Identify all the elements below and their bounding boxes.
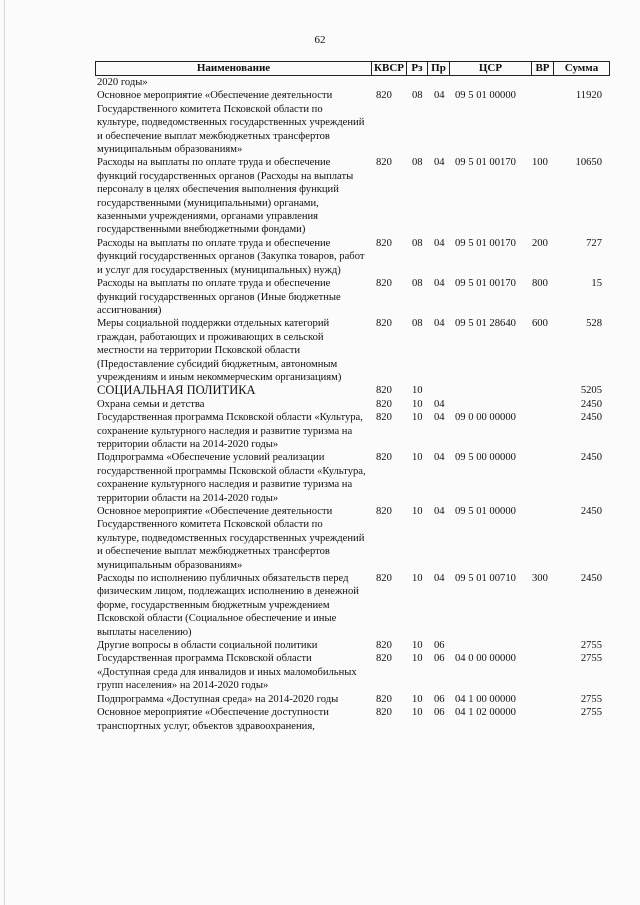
row-kvsr: 820 [376,693,392,705]
row-csr: 04 1 00 00000 [455,693,516,705]
row-kvsr: 820 [376,157,392,169]
header-csr: ЦСР [450,62,532,75]
header-kvsr: КВСР [372,62,407,75]
row-kvsr: 820 [376,237,392,249]
row-name: Расходы на выплаты по оплате труда и обеспечение функций государственных органов (Иные бюджетные ассигнования) [97,278,341,316]
row-vr: 200 [532,237,548,249]
table-header [95,61,610,76]
row-rz: 10 [412,573,423,585]
row-kvsr: 820 [376,398,392,410]
row-csr: 09 5 01 00170 [455,278,516,290]
table-row [95,237,610,277]
row-pr: 04 [434,506,445,517]
row-sum: 2450 [580,412,602,424]
row-kvsr: 820 [376,506,392,517]
row-csr: 09 5 01 00000 [455,90,516,102]
row-pr: 04 [434,90,445,102]
row-pr: 04 [434,573,445,585]
table-row [95,505,610,572]
row-rz: 10 [412,452,423,464]
row-rz: 10 [412,707,423,719]
row-csr: 04 0 00 00000 [455,653,516,665]
row-rz: 08 [412,90,423,102]
header-rz: Рз [407,62,428,75]
row-pr: 04 [434,318,445,330]
row-sum: 15 [591,278,602,290]
row-pr: 04 [434,452,445,464]
table-row [95,411,610,451]
row-pr: 06 [434,653,445,665]
row-kvsr: 820 [376,90,392,102]
row-kvsr: 820 [376,278,392,290]
table-row [95,76,610,89]
row-pr: 06 [434,640,445,652]
row-pr: 06 [434,693,445,705]
row-rz: 08 [412,157,423,169]
row-pr: 04 [434,157,445,169]
table-row [95,652,610,692]
row-sum: 2450 [580,506,602,517]
row-rz: 10 [412,412,423,424]
row-csr: 09 5 00 00000 [455,452,516,464]
row-rz: 08 [412,237,423,249]
table-row [95,277,610,317]
header-vr: ВР [532,62,554,75]
table-row [95,156,610,236]
row-sum: 11920 [575,90,602,102]
table-row [95,317,610,384]
row-name: Подпрограмма «Обеспечение условий реализации государственной программы Псковской области «Культура, сохранение культурного наследия и развитие туризма на территории области на 2014-2020 годы» [97,452,366,504]
row-sum: 5205 [580,385,602,397]
row-kvsr: 820 [376,452,392,464]
table-row [95,451,610,505]
budget-table [95,61,610,733]
row-vr: 300 [532,573,548,585]
row-csr: 09 0 00 00000 [455,412,516,424]
row-name: Основное мероприятие «Обеспечение доступности транспортных услуг, объектов здравоохранения, [97,707,329,732]
row-pr: 06 [434,707,445,719]
row-rz: 10 [412,398,423,410]
table-row [95,706,610,733]
row-kvsr: 820 [376,573,392,585]
row-name: Расходы на выплаты по оплате труда и обеспечение функций государственных органов (Расходы на выплаты персоналу в целях обеспечения выполнения функций государственными (муниципальными) органами, казенными учреждениями, органами управления государственными внебюджетными фондами) [97,157,354,236]
row-name: Подпрограмма «Доступная среда» на 2014-2020 годы [97,693,339,705]
table-row [95,89,610,156]
row-name: Другие вопросы в области социальной политики [97,640,318,652]
row-sum: 10650 [575,157,602,169]
row-kvsr: 820 [376,412,392,424]
row-kvsr: 820 [376,318,392,330]
row-pr: 04 [434,237,445,249]
section-row [95,384,610,397]
row-name: Основное мероприятие «Обеспечение деятельности Государственного комитета Псковской области по культуре, подведомственных государственных учреждений и обеспечение выплат межбюджетных трансфертов муниципальным образованиям» [97,90,365,156]
row-csr: 09 5 01 00710 [455,573,516,585]
row-csr: 04 1 02 00000 [455,707,516,719]
row-rz: 10 [412,653,423,665]
row-vr: 600 [532,318,548,330]
row-sum: 528 [586,318,602,330]
row-name: Меры социальной поддержки отдельных категорий граждан, работающих и проживающих в сельской местности на территории Псковской области (Предоставление субсидий бюджетным, автономным учреждениям и иным некоммерческим организациям) [97,318,342,383]
header-name: Наименование [96,62,372,75]
row-name: Расходы на выплаты по оплате труда и обеспечение функций государственных органов (Закупка товаров, работ и услуг для государственных (муниципальных) нужд) [97,237,365,276]
row-csr: 09 5 01 28640 [455,318,516,330]
row-name: Охрана семьи и детства [97,398,205,410]
row-sum: 2450 [580,573,602,585]
row-rz: 10 [412,640,423,652]
table-row [95,639,610,652]
row-sum: 2755 [580,693,602,705]
row-csr: 09 5 01 00000 [455,506,516,517]
row-sum: 2450 [580,398,602,410]
scan-margin-line [4,0,5,905]
row-sum: 727 [586,237,602,249]
header-pr: Пр [428,62,450,75]
row-sum: 2755 [580,640,602,652]
row-sum: 2450 [580,452,602,464]
row-name: 2020 годы» [97,77,148,88]
row-sum: 2755 [580,707,602,719]
row-csr: 09 5 01 00170 [455,237,516,249]
row-pr: 04 [434,278,445,290]
row-kvsr: 820 [376,385,392,397]
row-name: Государственная программа Псковской области «Доступная среда для инвалидов и иных маломобильных групп населения» на 2014-2020 годы» [97,653,357,692]
table-row [95,572,610,639]
header-sum: Сумма [564,62,599,74]
row-pr: 04 [434,398,445,410]
row-csr: 09 5 01 00170 [455,157,516,169]
page-number: 62 [314,34,326,46]
row-name: СОЦИАЛЬНАЯ ПОЛИТИКА [97,383,256,398]
row-name: Основное мероприятие «Обеспечение деятельности Государственного комитета Псковской области по культуре, подведомственных государственных учреждений и обеспечение выплат межбюджетных трансфертов муниципальным образованиям» [97,506,365,571]
row-name: Расходы по исполнению публичных обязательств перед физическим лицом, подлежащих исполнению в денежной форме, государственным бюджетным учреждением Псковской области (Социальное обеспечение и иные выплаты населению) [97,573,359,638]
row-rz: 10 [412,506,423,517]
table-body [95,76,610,733]
row-kvsr: 820 [376,707,392,719]
row-kvsr: 820 [376,653,392,665]
row-rz: 10 [412,385,423,397]
row-pr: 04 [434,412,445,424]
row-vr: 100 [532,157,548,169]
row-kvsr: 820 [376,640,392,652]
row-vr: 800 [532,278,548,290]
row-rz: 08 [412,318,423,330]
table-row [95,693,610,706]
row-rz: 10 [412,693,423,705]
row-sum: 2755 [580,653,602,665]
row-rz: 08 [412,278,423,290]
row-name: Государственная программа Псковской области «Культура, сохранение культурного наследия и развитие туризма на территории области на 2014-2020 годы» [97,412,363,450]
table-row [95,398,610,411]
